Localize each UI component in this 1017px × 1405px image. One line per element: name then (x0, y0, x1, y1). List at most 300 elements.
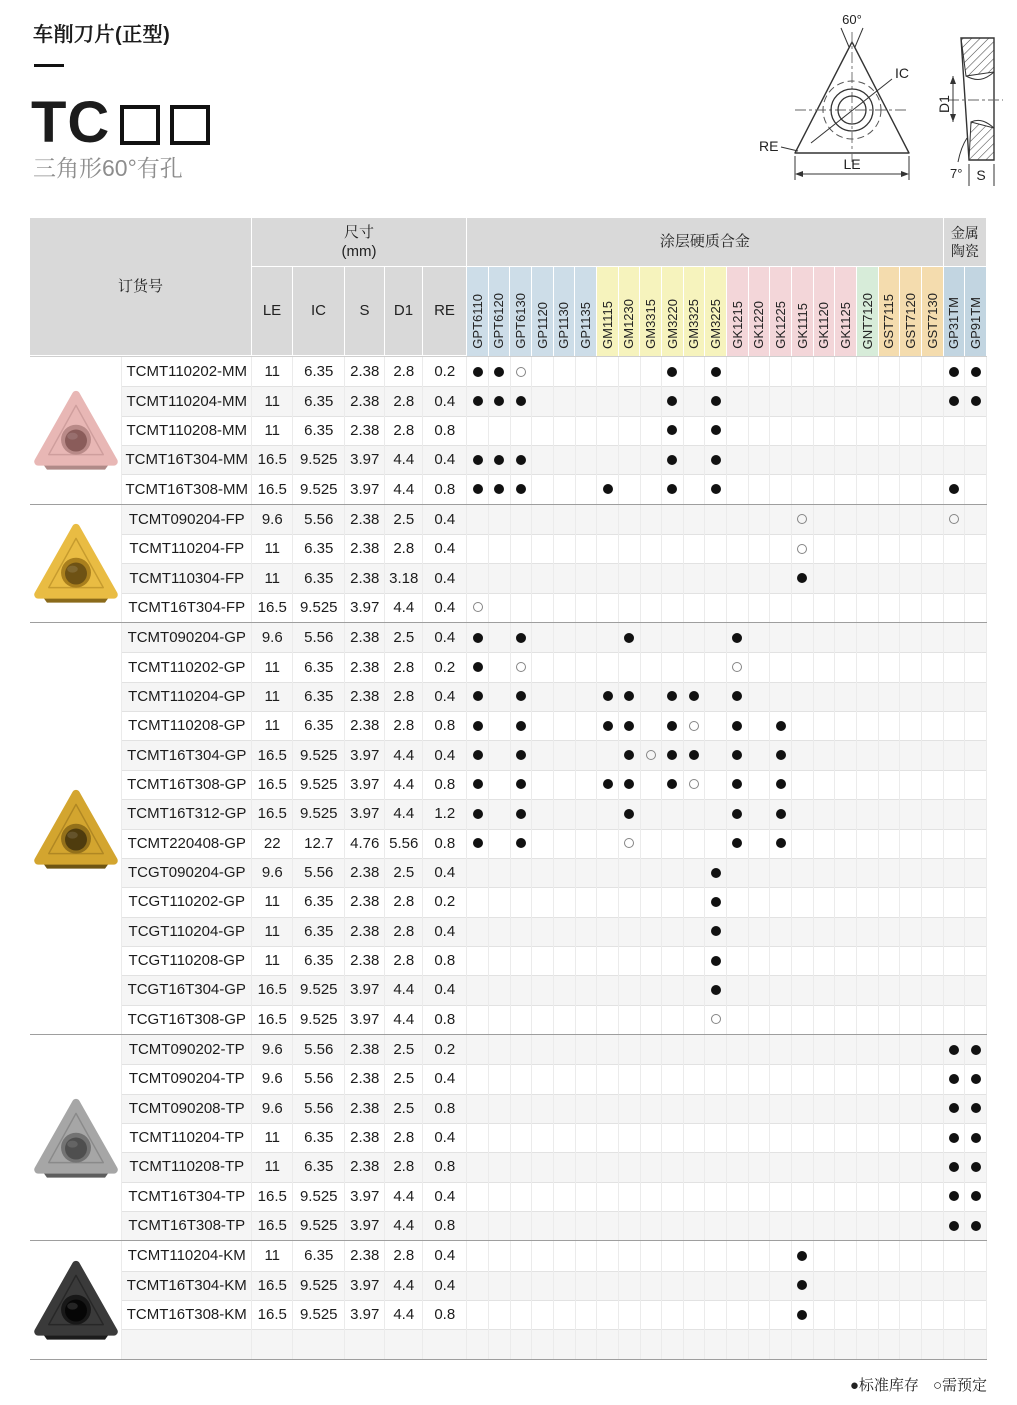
grade-cell-GM3225 (705, 975, 727, 1004)
grade-cell-GP1130 (554, 887, 576, 916)
dim-value: 2.38 (345, 563, 385, 592)
insert-image-column (30, 946, 121, 975)
grade-cell-GK1215 (727, 1035, 749, 1064)
grade-cell-GPT6120 (489, 799, 511, 828)
grade-cell-GST7120 (900, 740, 922, 769)
grade-cell-GK1220 (749, 386, 771, 415)
grade-cell-GP1130 (554, 740, 576, 769)
row-cells (121, 1241, 987, 1270)
grade-cell-GP1130 (554, 1123, 576, 1152)
order-number: TCMT110204-TP (122, 1123, 252, 1152)
dim-value: 0.4 (423, 1182, 467, 1211)
grade-cell-GM1230 (619, 1094, 641, 1123)
dim-value: 2.5 (385, 1035, 423, 1064)
grade-cell-GK1115 (792, 1271, 814, 1300)
row-cells (121, 946, 987, 975)
grade-cell-GPT6110 (467, 1329, 489, 1358)
grade-cell-GP1135 (576, 505, 598, 534)
grade-cell-GP1135 (576, 946, 598, 975)
grade-cell-GK1220 (749, 946, 771, 975)
order-number: TCMT16T308-KM (122, 1300, 252, 1329)
grade-cell-GM1230 (619, 1152, 641, 1181)
grade-cell-GM1115 (597, 829, 619, 858)
grade-cell-GP1130 (554, 711, 576, 740)
table-row (30, 858, 987, 887)
order-number: TCGT110202-GP (122, 887, 252, 916)
dim-value: 2.38 (345, 1064, 385, 1093)
grade-cell-GM3315 (641, 682, 663, 711)
grade-cell-GP1135 (576, 563, 598, 592)
standard-stock-dot (624, 691, 634, 701)
dim-value: 9.6 (252, 1094, 293, 1123)
grade-cell-GP1135 (576, 1094, 598, 1123)
grade-cell-GM3325 (684, 711, 706, 740)
preorder-circle (797, 514, 807, 524)
grade-cell-GM3325 (684, 1064, 706, 1093)
grade-cell-GP1135 (576, 1152, 598, 1181)
grade-cell-GST7115 (879, 534, 901, 563)
grade-cell-GST7115 (879, 1211, 901, 1240)
dim-value: 0.8 (423, 1094, 467, 1123)
insert-image-column (30, 711, 121, 740)
dim-value: 9.6 (252, 1064, 293, 1093)
grade-cell-GPT6110 (467, 386, 489, 415)
insert-image-column (30, 474, 121, 503)
dim-value: 16.5 (252, 1182, 293, 1211)
grade-cell-GP91TM (965, 445, 987, 474)
grade-cell-GST7130 (922, 1300, 944, 1329)
grade-cell-GP1135 (576, 770, 598, 799)
grade-cell-GPT6110 (467, 1182, 489, 1211)
grade-cell-GM3225 (705, 1300, 727, 1329)
grade-cell-GM3225 (705, 887, 727, 916)
grade-cell-GK1120 (814, 740, 836, 769)
grade-cell-GM3325 (684, 887, 706, 916)
grade-cell-GPT6110 (467, 829, 489, 858)
grade-cell-GM3220 (662, 1005, 684, 1034)
grade-cell-GP1130 (554, 1271, 576, 1300)
grade-cell-GNT7120 (857, 829, 879, 858)
grade-cell-GK1125 (835, 416, 857, 445)
grade-cell-GM3220 (662, 534, 684, 563)
grade-cell-GK1125 (835, 1300, 857, 1329)
stock-legend (850, 1374, 987, 1395)
grade-cell-GPT6130 (511, 799, 533, 828)
standard-stock-dot (797, 1310, 807, 1320)
grade-cell-GNT7120 (857, 445, 879, 474)
grade-cell-GST7115 (879, 1241, 901, 1270)
grade-cell-GM3225 (705, 474, 727, 503)
grade-cell-GK1120 (814, 682, 836, 711)
grade-cell-GM3315 (641, 1271, 663, 1300)
grade-cell-GST7130 (922, 1123, 944, 1152)
grade-cell-GPT6130 (511, 593, 533, 622)
grade-cell-GPT6110 (467, 917, 489, 946)
grade-cell-GK1120 (814, 946, 836, 975)
standard-stock-dot (949, 1133, 959, 1143)
dim-value: 3.97 (345, 975, 385, 1004)
grade-cell-GM3315 (641, 416, 663, 445)
grade-cell-GK1125 (835, 829, 857, 858)
grade-cell-GST7120 (900, 1182, 922, 1211)
row-cells (121, 1182, 987, 1211)
grade-cell-GP1135 (576, 1329, 598, 1358)
grade-cell-GM3325 (684, 799, 706, 828)
grade-cell-GNT7120 (857, 1211, 879, 1240)
table-body (30, 356, 987, 1360)
grade-cell-GP91TM (965, 917, 987, 946)
angle-label: 60° (842, 12, 862, 27)
dim-value: 0.8 (423, 770, 467, 799)
grade-cell-GP1130 (554, 1300, 576, 1329)
grade-cell-GM3315 (641, 563, 663, 592)
standard-stock-dot (732, 809, 742, 819)
order-number: TCMT110202-GP (122, 652, 252, 681)
grade-cell-GK1125 (835, 1064, 857, 1093)
grade-cell-GP1120 (532, 593, 554, 622)
le-label: LE (843, 156, 861, 172)
grade-cell-GP31TM (944, 416, 966, 445)
grade-cell-GM3315 (641, 1152, 663, 1181)
grade-cell-GM1115 (597, 975, 619, 1004)
grade-cell-GP1130 (554, 799, 576, 828)
grade-cell-GM3315 (641, 593, 663, 622)
dim-value: 5.56 (293, 623, 345, 652)
grade-cell-GPT6110 (467, 652, 489, 681)
grade-cell-GM3225 (705, 1211, 727, 1240)
dim-value: 6.35 (293, 652, 345, 681)
grade-cell-GP1135 (576, 858, 598, 887)
grade-cell-GK1215 (727, 858, 749, 887)
row-cells (121, 652, 987, 681)
grade-cell-GM3315 (641, 474, 663, 503)
grade-cell-GPT6110 (467, 416, 489, 445)
grade-cell-GPT6120 (489, 505, 511, 534)
grade-cell-GP31TM (944, 1182, 966, 1211)
grade-cell-GPT6110 (467, 1094, 489, 1123)
standard-stock-dot (516, 721, 526, 731)
dim-header-S: S (345, 267, 385, 356)
grade-cell-GK1120 (814, 1064, 836, 1093)
grade-cell-GPT6130 (511, 682, 533, 711)
grade-cell-GM3315 (641, 1064, 663, 1093)
dim-value: 6.35 (293, 357, 345, 386)
grade-cell-GK1215 (727, 946, 749, 975)
grade-cell-GPT6130 (511, 505, 533, 534)
order-number: TCGT110208-GP (122, 946, 252, 975)
grade-cell-GNT7120 (857, 474, 879, 503)
grade-cell-GM3315 (641, 1182, 663, 1211)
grade-cell-GK1125 (835, 445, 857, 474)
grade-cell-GK1220 (749, 1271, 771, 1300)
standard-stock-dot (667, 691, 677, 701)
grade-cell-GP1130 (554, 623, 576, 652)
standard-stock-dot (711, 425, 721, 435)
insert-image-column (30, 1211, 121, 1240)
grade-cell-GM3325 (684, 445, 706, 474)
grade-cell-GM1230 (619, 917, 641, 946)
grade-cell-GM3225 (705, 1271, 727, 1300)
grade-cell-GM3315 (641, 799, 663, 828)
dim-value: 2.8 (385, 652, 423, 681)
order-number: TCMT110202-MM (122, 357, 252, 386)
grade-cell-GM1230 (619, 534, 641, 563)
grade-cell-GP1120 (532, 386, 554, 415)
row-cells (121, 563, 987, 592)
grade-cell-GP1135 (576, 1005, 598, 1034)
grade-cell-GST7130 (922, 975, 944, 1004)
grade-cell-GK1225 (770, 917, 792, 946)
grade-cell-GK1225 (770, 1241, 792, 1270)
grade-cell-GP1130 (554, 858, 576, 887)
dim-value: 16.5 (252, 1211, 293, 1240)
grade-cell-GK1220 (749, 563, 771, 592)
grade-cell-GM3325 (684, 505, 706, 534)
grade-cell-GK1120 (814, 1152, 836, 1181)
dim-value: 2.38 (345, 1035, 385, 1064)
standard-stock-dot (624, 750, 634, 760)
grade-cell-GM3315 (641, 1123, 663, 1152)
grade-cell-GST7130 (922, 682, 944, 711)
grade-cell-GM3315 (641, 917, 663, 946)
grade-cell-GP1135 (576, 740, 598, 769)
grade-cell-GK1125 (835, 1329, 857, 1358)
dim-value: 2.8 (385, 416, 423, 445)
grade-cell-GK1115 (792, 652, 814, 681)
grade-cell-GPT6110 (467, 445, 489, 474)
grade-cell-GP31TM (944, 623, 966, 652)
row-cells (121, 505, 987, 534)
grade-label: GST7120 (903, 293, 919, 349)
grade-cell-GST7130 (922, 917, 944, 946)
standard-stock-dot (949, 1191, 959, 1201)
insert-image-column (30, 357, 121, 386)
grade-cell-GST7120 (900, 1271, 922, 1300)
grade-cell-GK1225 (770, 386, 792, 415)
grade-cell-GM3315 (641, 770, 663, 799)
dim-value: 0.8 (423, 474, 467, 503)
grade-cell-GK1120 (814, 474, 836, 503)
dim-value: 0.2 (423, 887, 467, 916)
grade-cell-GNT7120 (857, 740, 879, 769)
grade-cell-GK1125 (835, 887, 857, 916)
grade-cell-GM3220 (662, 1329, 684, 1358)
grade-cell-GPT6110 (467, 505, 489, 534)
grade-cell-GK1125 (835, 474, 857, 503)
grade-cell-GST7115 (879, 858, 901, 887)
dim-value (423, 1329, 467, 1358)
grade-cell-GP1135 (576, 799, 598, 828)
grade-cell-GK1120 (814, 534, 836, 563)
table-row (30, 474, 987, 503)
grade-cell-GM3220 (662, 623, 684, 652)
grade-cell-GK1215 (727, 1329, 749, 1358)
grade-cell-GK1220 (749, 711, 771, 740)
insert-image-column (30, 887, 121, 916)
dim-value: 22 (252, 829, 293, 858)
grade-cell-GP1130 (554, 474, 576, 503)
grade-cell-GK1120 (814, 1094, 836, 1123)
grade-cell-GST7120 (900, 1211, 922, 1240)
dim-value: 9.525 (293, 975, 345, 1004)
grade-cell-GP1135 (576, 711, 598, 740)
grade-cell-GST7120 (900, 858, 922, 887)
dim-value: 5.56 (293, 1035, 345, 1064)
dim-value: 9.6 (252, 1035, 293, 1064)
grade-cell-GM3220 (662, 799, 684, 828)
standard-stock-dot (667, 425, 677, 435)
grade-cell-GK1225 (770, 682, 792, 711)
grade-cell-GK1120 (814, 623, 836, 652)
standard-stock-dot (516, 809, 526, 819)
grade-cell-GK1215 (727, 917, 749, 946)
grade-cell-GK1115 (792, 1300, 814, 1329)
grade-cell-GM1115 (597, 1152, 619, 1181)
grade-cell-GST7130 (922, 505, 944, 534)
insert-image-column (30, 1035, 121, 1064)
grade-cell-GNT7120 (857, 386, 879, 415)
grade-header-GPT6110 (467, 267, 489, 356)
grade-cell-GK1115 (792, 770, 814, 799)
order-number: TCMT16T304-GP (122, 740, 252, 769)
grade-cell-GST7120 (900, 563, 922, 592)
grade-cell-GK1220 (749, 623, 771, 652)
standard-stock-dot (624, 633, 634, 643)
grade-label: GK1220 (751, 301, 767, 349)
grade-cell-GP31TM (944, 1064, 966, 1093)
grade-label: GM1115 (599, 301, 615, 349)
dim-value: 4.4 (385, 1211, 423, 1240)
grade-cell-GPT6110 (467, 682, 489, 711)
grade-cell-GPT6120 (489, 652, 511, 681)
dim-value: 9.525 (293, 799, 345, 828)
grade-cell-GK1220 (749, 1005, 771, 1034)
standard-stock-dot (949, 396, 959, 406)
preorder-circle (797, 544, 807, 554)
grade-cell-GP1130 (554, 593, 576, 622)
grade-cell-GPT6130 (511, 1152, 533, 1181)
grade-cell-GNT7120 (857, 563, 879, 592)
order-number: TCMT110208-MM (122, 416, 252, 445)
standard-stock-dot (971, 367, 981, 377)
grade-label: GST7130 (924, 293, 940, 349)
dim-value: 11 (252, 711, 293, 740)
grade-cell-GP91TM (965, 711, 987, 740)
grade-cell-GP1130 (554, 1211, 576, 1240)
grade-cell-GP1135 (576, 623, 598, 652)
grade-cell-GK1215 (727, 799, 749, 828)
dim-value: 9.6 (252, 505, 293, 534)
grade-cell-GPT6120 (489, 829, 511, 858)
grade-cell-GK1125 (835, 975, 857, 1004)
row-cells (121, 1211, 987, 1240)
grade-label: GK1120 (816, 302, 832, 349)
grade-cell-GK1225 (770, 357, 792, 386)
grade-cell-GP91TM (965, 386, 987, 415)
grade-cell-GK1120 (814, 386, 836, 415)
grade-cell-GM3220 (662, 1035, 684, 1064)
grade-cell-GK1225 (770, 652, 792, 681)
s-label: S (976, 167, 986, 183)
grade-cell-GM3315 (641, 1241, 663, 1270)
dim-value: 5.56 (385, 829, 423, 858)
grade-cell-GM1115 (597, 505, 619, 534)
grade-cell-GP91TM (965, 829, 987, 858)
grade-label: GPT6110 (469, 294, 485, 349)
dim-value: 2.38 (345, 1241, 385, 1270)
grade-header-GP1135 (575, 267, 597, 356)
grade-label: GM1230 (621, 299, 637, 349)
grade-cell-GK1120 (814, 593, 836, 622)
grade-cell-GPT6120 (489, 1005, 511, 1034)
grade-cell-GK1220 (749, 858, 771, 887)
grade-cell-GK1215 (727, 445, 749, 474)
grade-cell-GPT6130 (511, 975, 533, 1004)
product-group-2 (30, 622, 987, 1034)
grade-cell-GP31TM (944, 593, 966, 622)
grade-cell-GM1230 (619, 799, 641, 828)
dim-value: 9.525 (293, 474, 345, 503)
grade-cell-GM3220 (662, 1211, 684, 1240)
grade-cell-GP91TM (965, 1094, 987, 1123)
grade-cell-GM3220 (662, 858, 684, 887)
grade-cell-GM3220 (662, 1094, 684, 1123)
grade-cell-GNT7120 (857, 1005, 879, 1034)
grade-header-GP1120 (532, 267, 554, 356)
grade-cell-GPT6120 (489, 563, 511, 592)
grade-cell-GM1115 (597, 445, 619, 474)
grade-cell-GST7120 (900, 386, 922, 415)
standard-stock-dot (971, 1221, 981, 1231)
grade-header-GST7115 (879, 267, 901, 356)
dim-value: 2.38 (345, 711, 385, 740)
grade-cell-GK1120 (814, 917, 836, 946)
grade-cell-GST7130 (922, 386, 944, 415)
standard-stock-dot (667, 367, 677, 377)
order-number (122, 1329, 252, 1358)
grade-cell-GP91TM (965, 534, 987, 563)
standard-stock-dot (797, 1280, 807, 1290)
grade-cell-GK1120 (814, 563, 836, 592)
standard-stock-dot (949, 484, 959, 494)
grade-cell-GM3225 (705, 386, 727, 415)
grade-cell-GPT6130 (511, 770, 533, 799)
table-row (30, 1123, 987, 1152)
table-row (30, 593, 987, 622)
grade-cell-GP91TM (965, 593, 987, 622)
grade-cell-GP1135 (576, 474, 598, 503)
standard-stock-dot (711, 367, 721, 377)
standard-stock-dot (494, 367, 504, 377)
grade-cell-GK1225 (770, 858, 792, 887)
grade-cell-GST7130 (922, 887, 944, 916)
standard-stock-dot (494, 484, 504, 494)
grade-cell-GNT7120 (857, 1241, 879, 1270)
standard-stock-dot (516, 838, 526, 848)
grade-cell-GST7115 (879, 623, 901, 652)
grade-cell-GM3225 (705, 1152, 727, 1181)
order-number: TCMT16T308-GP (122, 770, 252, 799)
standard-stock-dot (473, 484, 483, 494)
grade-cell-GP1135 (576, 682, 598, 711)
row-cells (121, 445, 987, 474)
model-prefix: TC (31, 90, 111, 155)
grade-cell-GST7130 (922, 1329, 944, 1358)
dim-value: 2.8 (385, 946, 423, 975)
grade-cell-GK1120 (814, 1271, 836, 1300)
dim-value: 0.8 (423, 416, 467, 445)
dim-value: 0.4 (423, 1064, 467, 1093)
